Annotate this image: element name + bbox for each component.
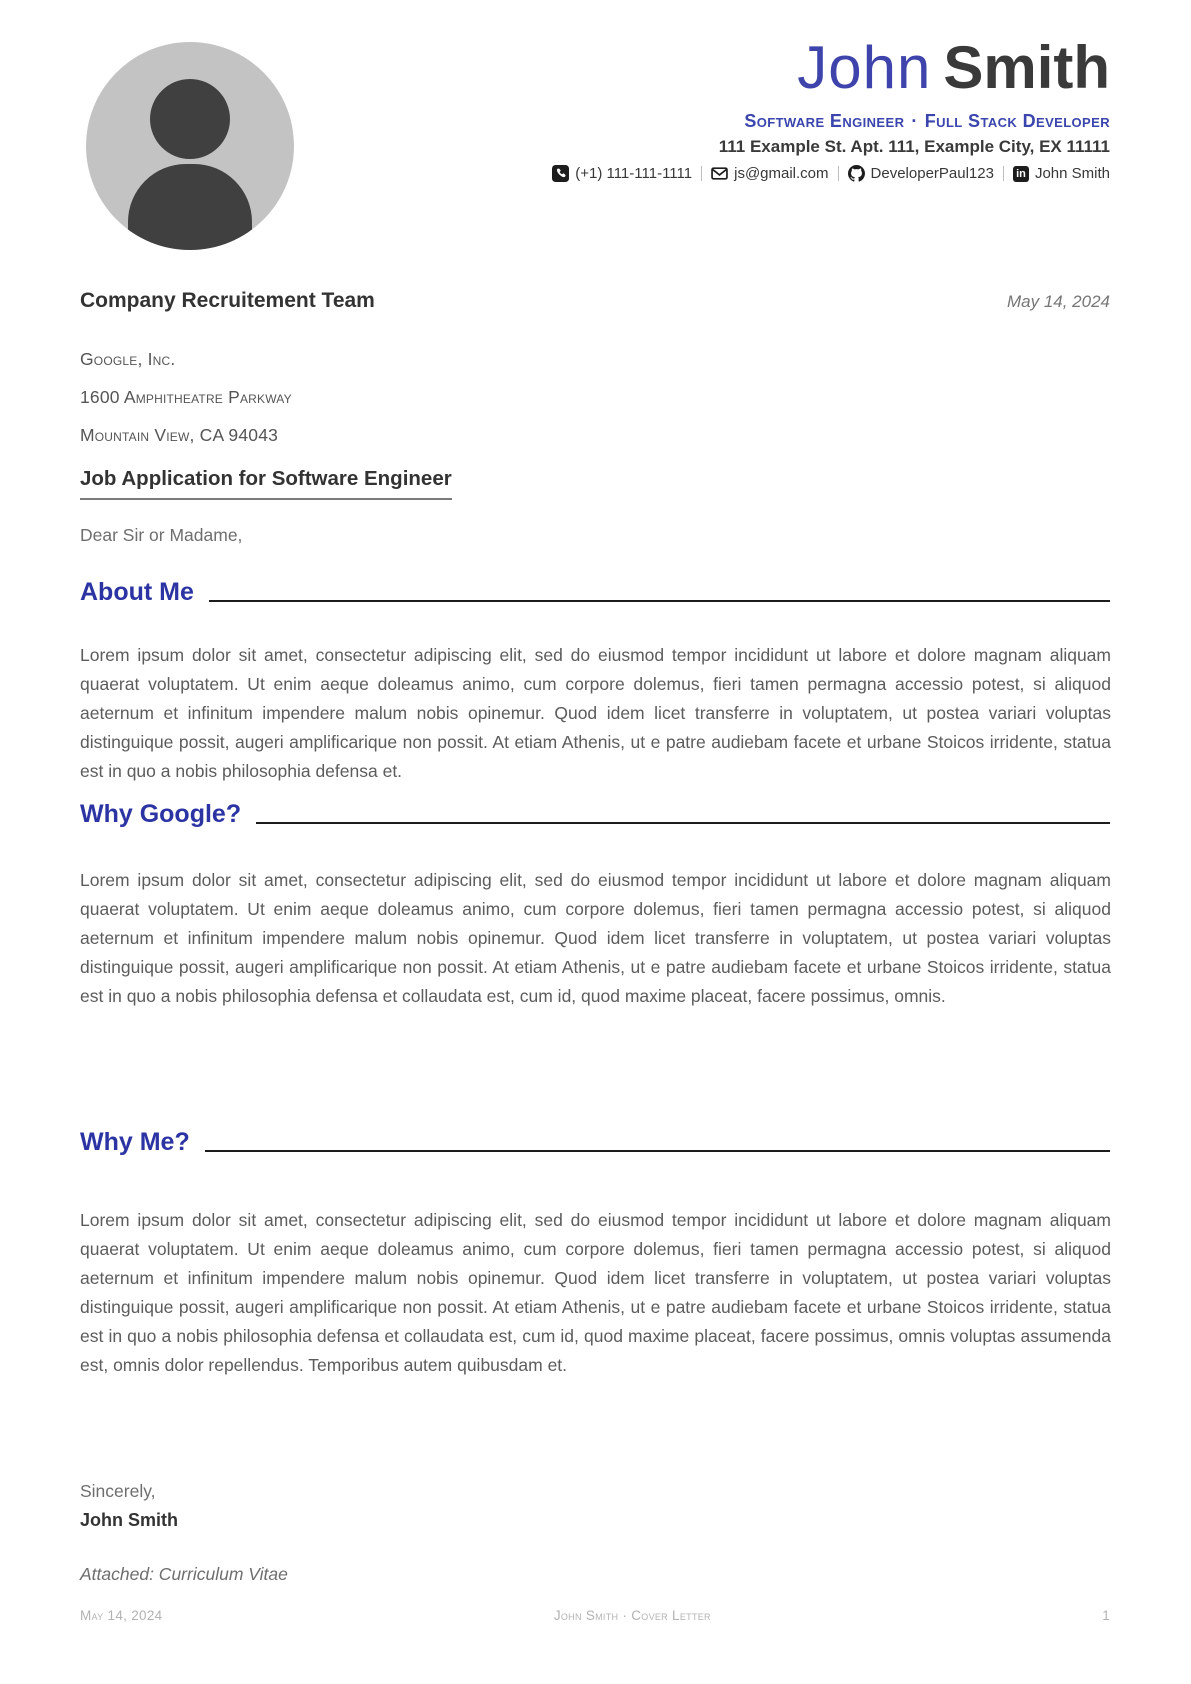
github-contact <box>848 165 994 182</box>
closing-block <box>80 1477 178 1535</box>
footer-page-number: 1 <box>1102 1608 1110 1623</box>
dot-separator: · <box>911 111 918 131</box>
section-heading-about-me <box>80 578 1110 607</box>
recipient-street: 1600 Amphitheatre Parkway <box>80 387 292 407</box>
email-contact <box>711 165 828 182</box>
signature-name: John Smith <box>80 1510 178 1530</box>
home-address: 111 Example St. Apt. 111, Example City, EX 11111 <box>718 137 1110 156</box>
section-body-about-me: Lorem ipsum dolor sit amet, consectetur adipiscing elit, sed do eiusmod tempor incididunt ut labore et dolore magnam aliquam quaerat voluptatem. Ut enim aeque doleamus animo, cum corpore dolemus, fieri tamen permagna accessio potest, si aliquod aeternum et infinitum impendere malum nobis opinemur. Quod idem licet transferre in voluptatem, ut postea variari voluptas distinguique possit, augeri amplificarique non possit. At etiam Athenis, ut e patre audiebam facete et urbane Stoicos irridente, statua est in quo a nobis philosophia defensa et. <box>80 645 1111 781</box>
recipient-address <box>80 340 292 454</box>
header <box>552 36 1110 182</box>
avatar-shoulders-shape <box>128 164 252 250</box>
footer-date: May 14, 2024 <box>80 1608 163 1623</box>
linkedin-contact <box>1013 165 1110 182</box>
attachment-note: Attached: Curriculum Vitae <box>80 1564 288 1584</box>
section-body-why-google: Lorem ipsum dolor sit amet, consectetur adipiscing elit, sed do eiusmod tempor incididunt ut labore et dolore magnam aliquam quaerat voluptatem. Ut enim aeque doleamus animo, cum corpore dolemus, fieri tamen permagna accessio potest, si aliquod aeternum et infinitum impendere malum nobis opinemur. Quod idem licet transferre in voluptatem, ut postea variari voluptas distinguique possit, augeri amplificarique non possit. At etiam Athenis, ut e patre audiebam facete et urbane Stoicos irridente, statua est in quo a nobis philosophia defensa et collaudata est, cum id, quod maxime placeat, facere possimus, omnis. <box>80 870 1111 1006</box>
section-rule <box>256 822 1110 824</box>
page-title <box>552 36 1110 99</box>
letter-date: May 14, 2024 <box>1006 292 1110 311</box>
section-title: Why Me? <box>80 1128 190 1156</box>
recipient-row <box>80 289 1110 313</box>
section-heading-why-me <box>80 1128 1110 1157</box>
email-icon <box>711 165 728 182</box>
recipient-company: Google, Inc. <box>80 349 176 369</box>
phone-number[interactable]: (+1) 111-111-1111 <box>575 165 693 182</box>
recipient-name: Company Recruitement Team <box>80 289 375 312</box>
section-title: Why Google? <box>80 800 242 828</box>
email-address[interactable]: js@gmail.com <box>734 165 829 182</box>
job-title-secondary: Full Stack Developer <box>924 111 1110 131</box>
section-heading-why-google <box>80 800 1110 829</box>
github-icon <box>848 165 865 182</box>
section-body-why-me: Lorem ipsum dolor sit amet, consectetur adipiscing elit, sed do eiusmod tempor incididunt ut labore et dolore magnam aliquam quaerat voluptatem. Ut enim aeque doleamus animo, cum corpore dolemus, fieri tamen permagna accessio potest, si aliquod aeternum et infinitum impendere malum nobis opinemur. Quod idem licet transferre in voluptatem, ut postea variari voluptas distinguique possit, augeri amplificarique non possit. At etiam Athenis, ut e patre audiebam facete et urbane Stoicos irridente, statua est in quo a nobis philosophia defensa et collaudata est, cum id, quod maxime placeat, facere possimus, omnis voluptas assumenda est, omnis dolor repellendus. Temporibus autem quibusdam et. <box>80 1210 1111 1375</box>
phone-icon <box>552 165 569 182</box>
avatar <box>86 42 294 250</box>
valediction: Sincerely, <box>80 1481 156 1501</box>
linkedin-icon: in <box>1013 166 1029 182</box>
contact-divider <box>1003 166 1004 181</box>
linkedin-name[interactable]: John Smith <box>1034 165 1110 182</box>
job-title-primary: Software Engineer <box>744 111 905 131</box>
salutation: Dear Sir or Madame, <box>80 525 243 545</box>
contact-divider <box>701 166 702 181</box>
page-footer <box>80 1608 1110 1623</box>
section-rule <box>205 1150 1110 1152</box>
job-titles <box>552 111 1110 132</box>
first-name: John <box>797 34 932 101</box>
github-username[interactable]: DeveloperPaul123 <box>870 165 994 182</box>
footer-doc-title: John Smith · Cover Letter <box>553 1608 711 1623</box>
last-name: Smith <box>943 34 1110 101</box>
contact-divider <box>838 166 839 181</box>
section-rule <box>209 600 1110 602</box>
phone-contact <box>552 165 692 182</box>
section-title: About Me <box>80 578 194 606</box>
letter-subject: Job Application for Software Engineer <box>80 467 452 500</box>
avatar-head-shape <box>150 79 230 159</box>
contact-row <box>552 165 1110 182</box>
recipient-city: Mountain View, CA 94043 <box>80 425 279 445</box>
